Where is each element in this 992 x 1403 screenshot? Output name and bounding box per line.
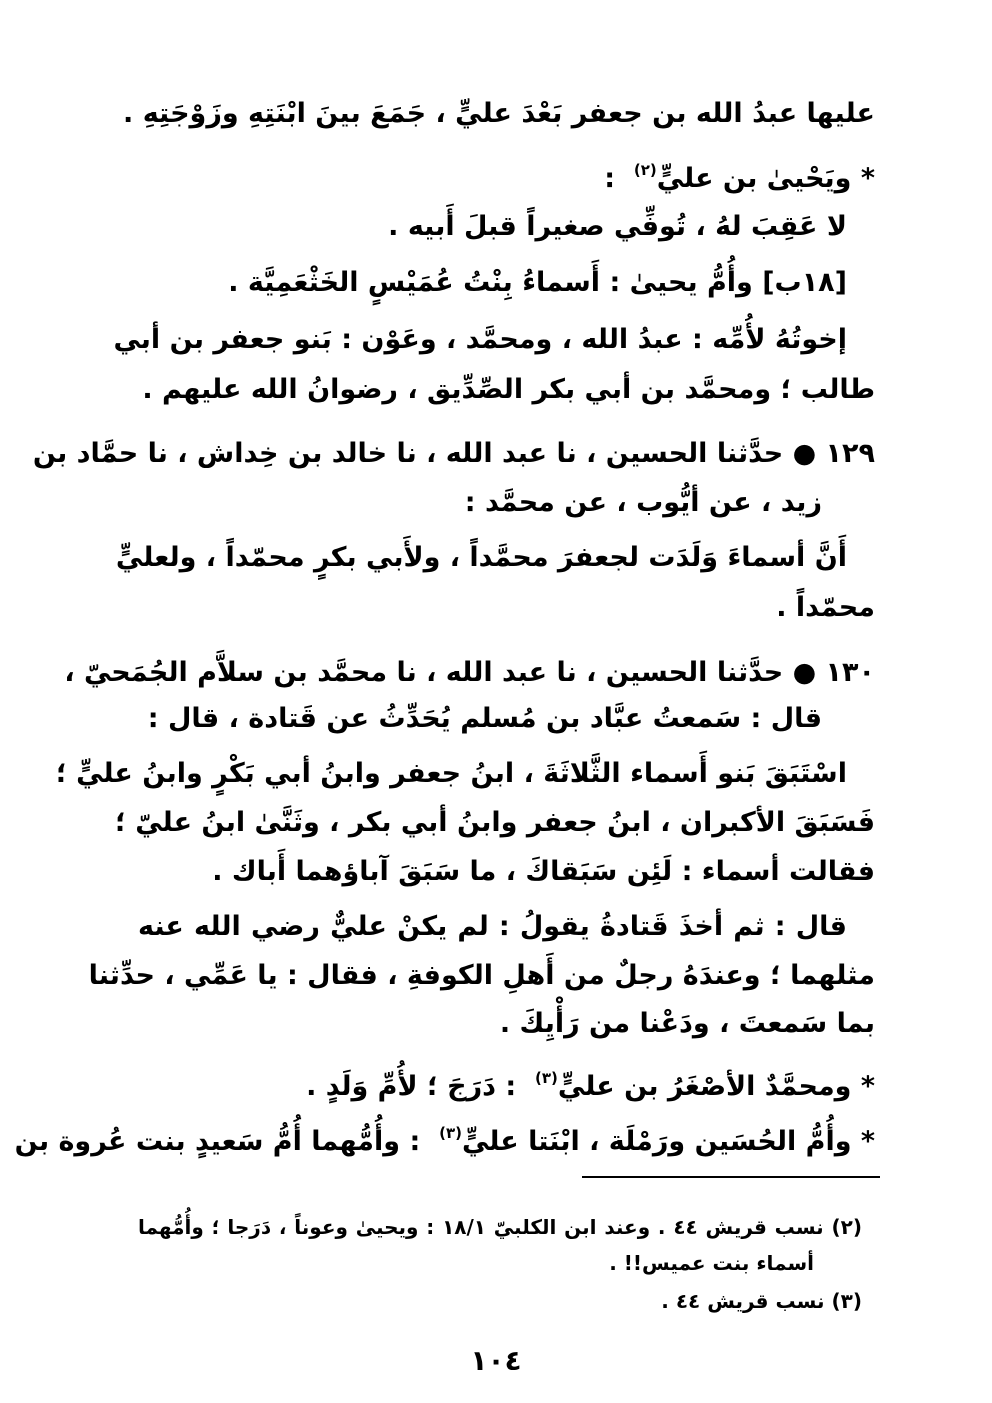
- footnote-separator: [582, 1176, 880, 1178]
- hadith-130-text-5: مثلهما ؛ وعندَهُ رجلٌ من أَهلِ الكوفةِ ، فقال : يا عَمِّي ، حدِّثنا: [88, 960, 875, 991]
- hadith-129-text-1: أَنَّ أسماءَ وَلَدَت لجعفرَ محمَّداً ، ولأَبي بكرٍ محمّداً ، ولعليٍّ: [115, 542, 847, 573]
- hadith-130-text-2: فَسَبَقَ الأكبران ، ابنُ جعفر وابنُ أبي بكر ، وثَنَّىٰ ابنُ عليّ ؛: [115, 807, 875, 838]
- heading-yahya-text: * ويَحْيىٰ بن عليٍّ: [656, 163, 875, 194]
- footnote-2-line-1: (٢) نسب قريش ٤٤ . وعند ابن الكلبيّ ١٨/١ : ويحيىٰ وعوناً ، دَرَجا ؛ وأُمُّهما: [138, 1215, 862, 1239]
- footnote-2-line-2: أسماء بنت عميس!! .: [609, 1251, 814, 1275]
- hadith-130-line-2: قال : سَمعتُ عبَّاد بن مُسلم يُحَدِّثُ عن قَتادة ، قال :: [147, 703, 822, 734]
- body-line-4: [١٨ب] وأُمُّ يحيىٰ : أَسماءُ بِنْتُ عُمَيْسٍ الخَثْعَمِيَّة .: [228, 267, 847, 298]
- heading-muhammad-asghar: [138, 1054, 875, 1111]
- heading-yahya-ibn-ali: [138, 146, 875, 203]
- footnote-ref-3b: (٣): [439, 1124, 462, 1142]
- page-number: ١٠٤: [470, 1344, 522, 1377]
- heading-yahya-colon: :: [604, 163, 616, 194]
- hadith-130-text-4: قال : ثم أخذَ قَتادةُ يقولُ : لم يكنْ عليٌّ رضي الله عنه: [138, 911, 847, 942]
- footnote-ref-3a: (٣): [535, 1069, 558, 1087]
- body-line-6: طالب ؛ ومحمَّد بن أبي بكر الصِّدِّيق ، رضوانُ الله عليهم .: [142, 374, 875, 405]
- heading-umm-husayn-rest: : وأُمُّهما أُمُّ سَعيدٍ بنت عُروة بن: [14, 1126, 421, 1157]
- body-line-3: لا عَقِبَ لهُ ، تُوفِّي صغيراً قبلَ أَبيه .: [388, 211, 847, 242]
- heading-muhammad-rest: : دَرَجَ ؛ لأُمِّ وَلَدٍ .: [306, 1071, 517, 1102]
- hadith-130-line-1: ١٣٠ ● حدَّثنا الحسين ، نا عبد الله ، نا محمَّد بن سلاَّم الجُمَحيّ ،: [64, 657, 875, 688]
- body-line-1: عليها عبدُ الله بن جعفر بَعْدَ عليٍّ ، جَمَعَ بينَ ابْنَتِهِ وزَوْجَتِهِ .: [123, 98, 875, 129]
- hadith-129-line-2: زيد ، عن أيُّوب ، عن محمَّد :: [464, 487, 822, 518]
- hadith-130-text-6: بما سَمعتَ ، ودَعْنا من رَأْيِكَ .: [499, 1008, 875, 1039]
- heading-umm-husayn-text: * وأُمُّ الحُسَين ورَمْلَة ، ابْنَتا عليٍّ: [461, 1126, 875, 1157]
- heading-umm-husayn: [14, 1109, 875, 1166]
- footnote-ref-2: (٢): [633, 161, 657, 179]
- body-line-5: إخوتُهُ لأُمِّه : عبدُ الله ، ومحمَّد ، وعَوْن : بَنو جعفر بن أبي: [113, 324, 847, 355]
- footnote-3: (٣) نسب قريش ٤٤ .: [661, 1289, 862, 1313]
- hadith-129-text-2: محمّداً .: [776, 592, 875, 623]
- heading-muhammad-text: * ومحمَّدٌ الأصْغَرُ بن عليٍّ: [557, 1071, 875, 1102]
- hadith-130-text-1: اسْتَبَقَ بَنو أَسماء الثَّلاثَةَ ، ابنُ جعفر وابنُ أبي بَكْرٍ وابنُ عليٍّ ؛: [55, 758, 847, 789]
- hadith-130-text-3: فقالت أسماء : لَئِن سَبَقاكَ ، ما سَبَقَ آباؤهما أَباك .: [212, 856, 875, 887]
- hadith-129-line-1: ١٢٩ ● حدَّثنا الحسين ، نا عبد الله ، نا خالد بن خِداش ، نا حمَّاد بن: [32, 438, 875, 469]
